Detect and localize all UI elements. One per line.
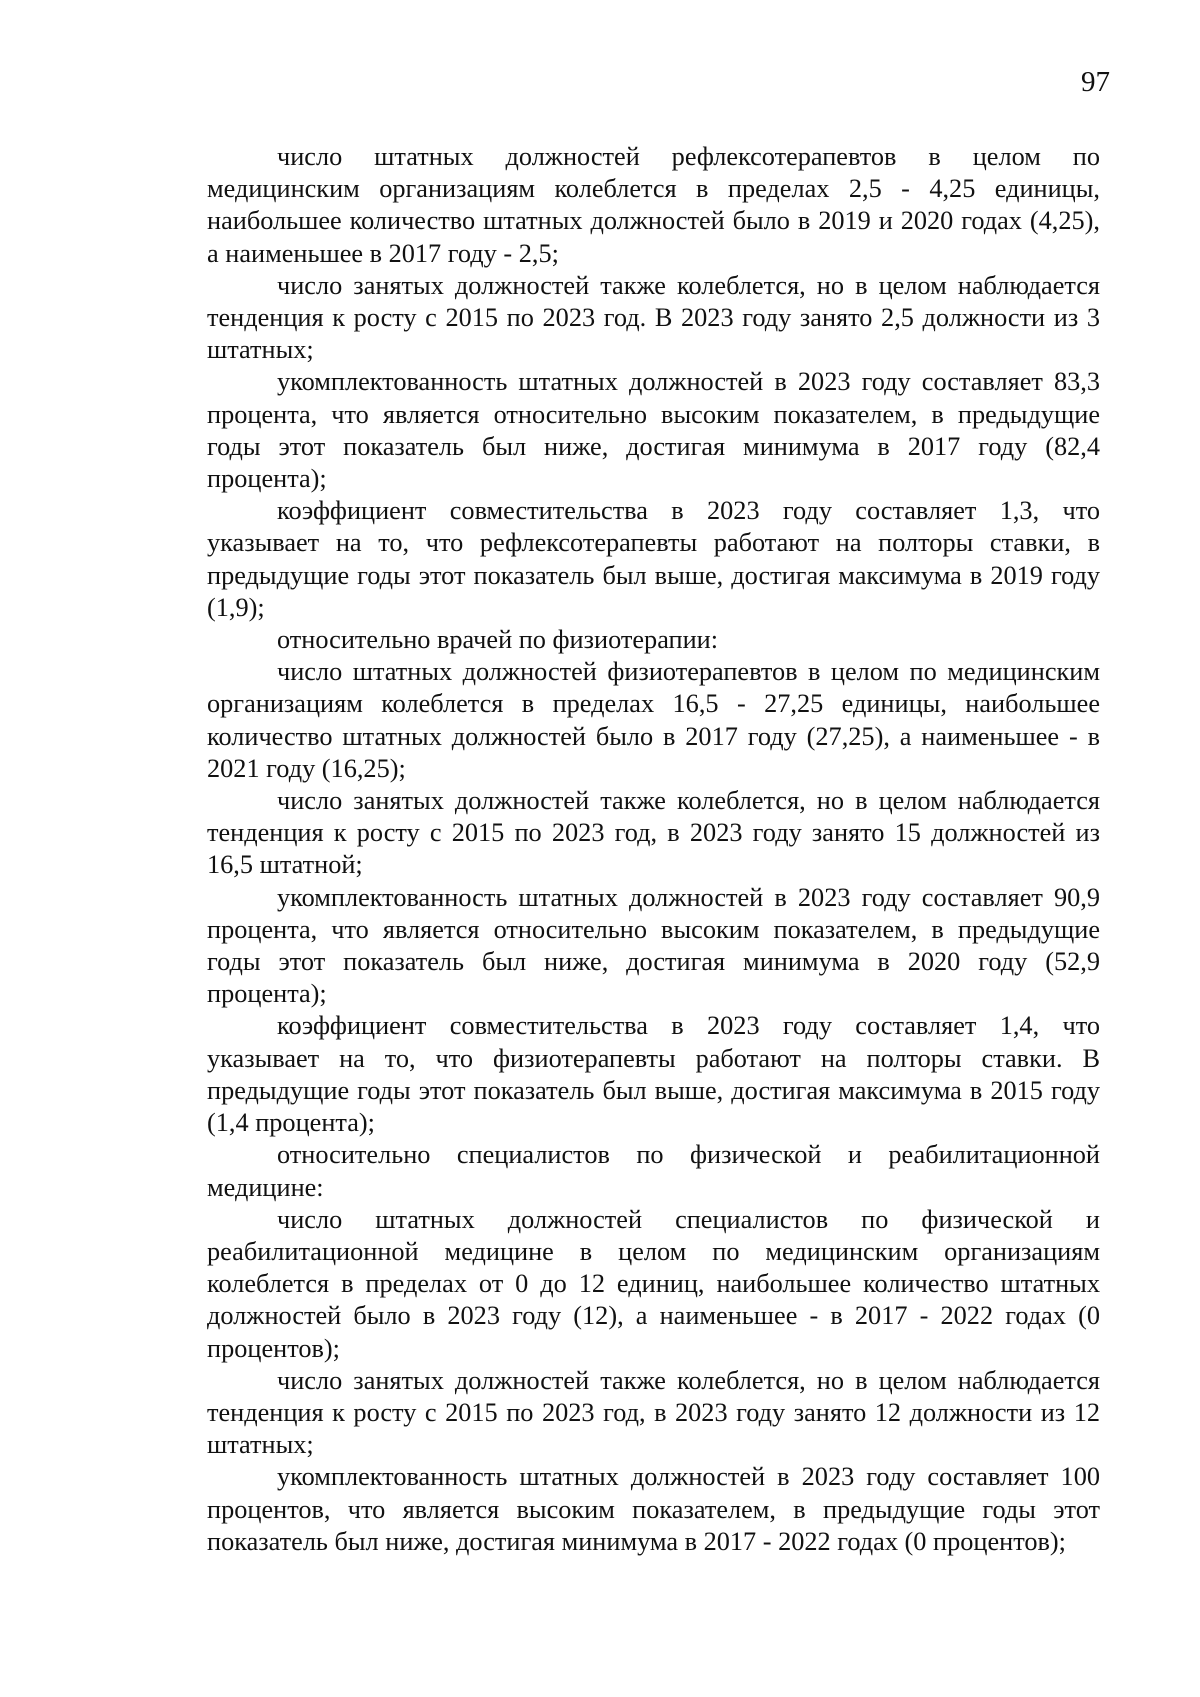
paragraph: коэффициент совместительства в 2023 году составляет 1,3, что указывает на то, что рефлексотерапевты работают на полторы ставки, в предыдущие годы этот показатель был выше, достигая максимума в 2019 году (1,9);: [207, 496, 1100, 622]
paragraph: число штатных должностей специалистов по физической и реабилитационной медицине в целом по медицинским организациям колеблется в пределах от 0 до 12 единиц, наибольшее количество штатных должностей было в 2023 году (12), а наименьшее - в 2017 - 2022 годах (0 процентов);: [207, 1204, 1100, 1363]
document-body: [207, 141, 1100, 1558]
paragraph: укомплектованность штатных должностей в 2023 году составляет 90,9 процента, что является относительно высоким показателем, в предыдущие годы этот показатель был ниже, достигая минимума в 2020 году (52,9 процента);: [207, 882, 1100, 1009]
section-intro-paragraph: относительно врачей по физиотерапии:: [277, 625, 719, 655]
paragraph: число штатных должностей физиотерапевтов в целом по медицинским организациям колеблется в пределах 16,5 - 27,25 единицы, наибольшее количество штатных должностей было в 2017 году (27,25), а наименьшее - в 2021 году (16,25);: [207, 657, 1100, 783]
paragraph: укомплектованность штатных должностей в 2023 году составляет 100 процентов, что является высоким показателем, в предыдущие годы этот показатель был ниже, достигая минимума в 2017 - 2022 годах (0 процентов);: [207, 1462, 1100, 1556]
paragraph: число занятых должностей также колеблется, но в целом наблюдается тенденция к росту с 2015 по 2023 год, в 2023 году занято 15 должностей из 16,5 штатной;: [207, 786, 1100, 880]
paragraph: число штатных должностей рефлексотерапевтов в целом по медицинским организациям колеблется в пределах 2,5 - 4,25 единицы, наибольшее количество штатных должностей было в 2019 и 2020 годах (4,25), а наименьшее в 2017 году - 2,5;: [207, 142, 1100, 268]
paragraph: коэффициент совместительства в 2023 году составляет 1,4, что указывает на то, что физиотерапевты работают на полторы ставки. В предыдущие годы этот показатель был выше, достигая максимума в 2015 году (1,4 процента);: [207, 1011, 1100, 1138]
page-number: 97: [1081, 66, 1110, 98]
paragraph: число занятых должностей также колеблется, но в целом наблюдается тенденция к росту с 2015 по 2023 год, в 2023 году занято 12 должности из 12 штатных;: [207, 1365, 1100, 1460]
section-intro-paragraph: относительно специалистов по физической и реабилитационной медицине:: [207, 1140, 1100, 1202]
paragraph: укомплектованность штатных должностей в 2023 году составляет 83,3 процента, что является относительно высоким показателем, в предыдущие годы этот показатель был ниже, достигая минимума в 2017 году (82,4 процента);: [207, 367, 1100, 494]
paragraph: число занятых должностей также колеблется, но в целом наблюдается тенденция к росту с 2015 по 2023 год. В 2023 году занято 2,5 должности из 3 штатных;: [207, 270, 1100, 365]
